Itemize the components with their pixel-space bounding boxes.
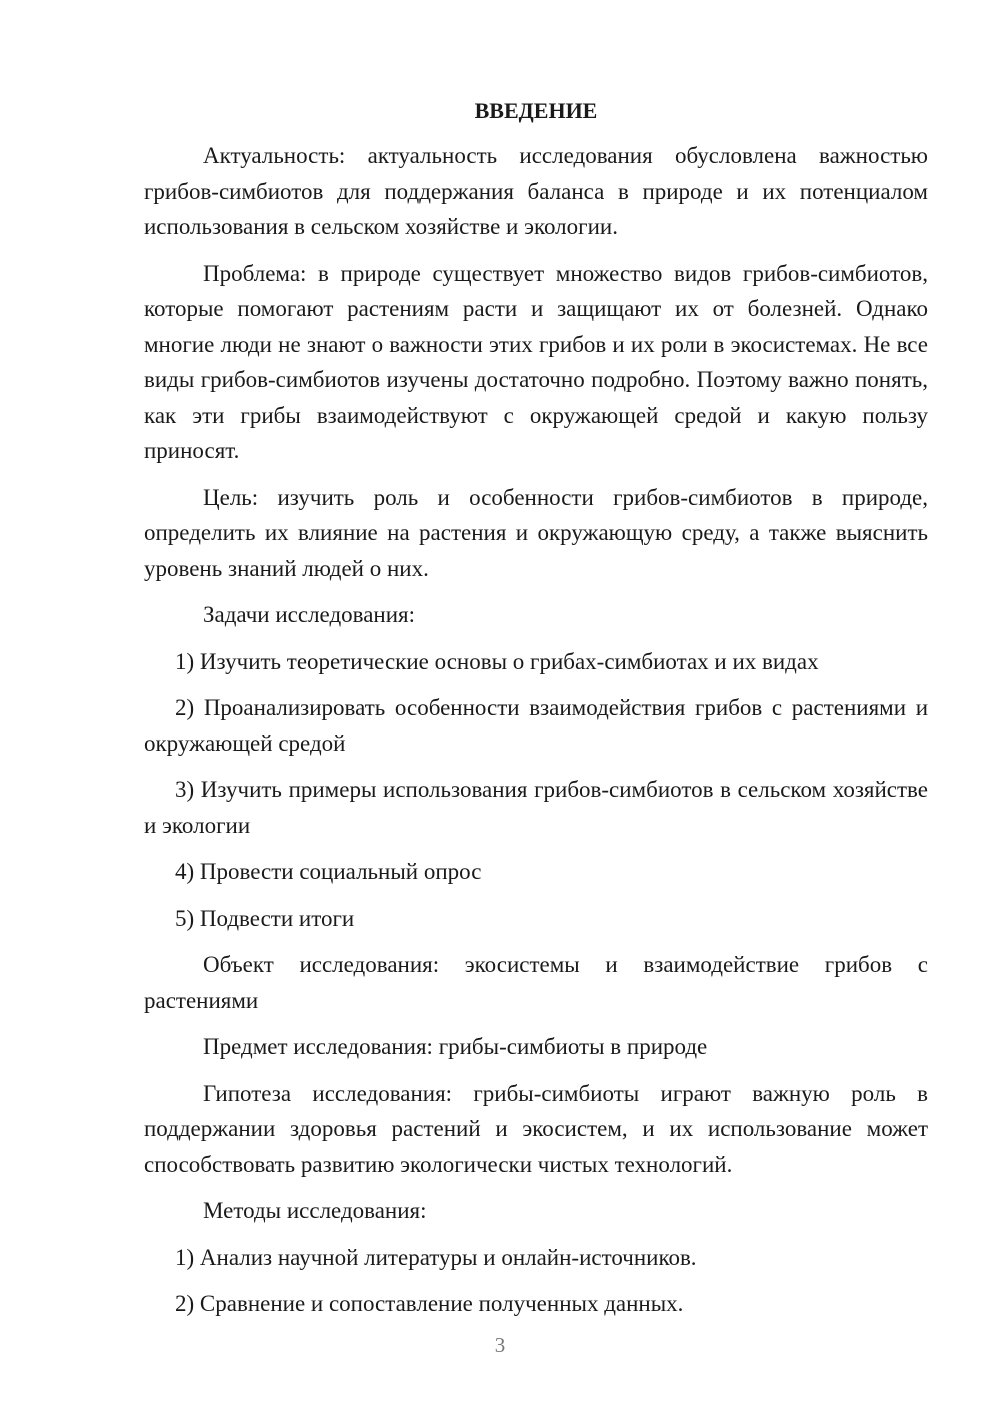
goal-paragraph: Цель: изучить роль и особенности грибов-симбиотов в природе, определить их влияние на растения и окружающую среду, а также выяснить уровень знаний людей о них. [144, 484, 928, 581]
hypothesis-paragraph: Гипотеза исследования: грибы-симбиоты играют важную роль в поддержании здоровья растений и экосистем, и их использование может способствовать развитию экологически чистых технологий. [144, 1080, 928, 1177]
task-item: 1) Изучить теоретические основы о грибах-симбиотах и их видах [175, 648, 819, 674]
tasks-title: Задачи исследования: [203, 602, 416, 627]
object-paragraph: Объект исследования: экосистемы и взаимодействие грибов с растениями [144, 952, 928, 1013]
problem-paragraph: Проблема: в природе существует множество видов грибов-симбиотов, которые помогают растениям расти и защищают их от болезней. Однако многие люди не знают о важности этих грибов и их роли в экосистемах. Не все виды грибов-симбиотов изучены достаточно подробно. Поэтому важно понять, как эти грибы взаимодействуют с окружающей средой и какую пользу приносят. [144, 260, 928, 463]
task-item: 4) Провести социальный опрос [175, 859, 482, 884]
page-title: ВВЕДЕНИЕ [474, 98, 598, 123]
subject-paragraph: Предмет исследования: грибы-симбиоты в природе [203, 1034, 708, 1059]
task-item: 5) Подвести итоги [175, 905, 355, 931]
method-item: 1) Анализ научной литературы и онлайн-источников. [175, 1244, 697, 1270]
method-item: 2) Сравнение и сопоставление полученных данных. [175, 1291, 684, 1316]
task-item: 2) Проанализировать особенности взаимодействия грибов с растениями и окружающей средой [144, 695, 928, 756]
methods-title: Методы исследования: [203, 1198, 427, 1223]
relevance-paragraph: Актуальность: актуальность исследования обусловлена важностью грибов-симбиотов для поддержания баланса в природе и их потенциалом использования в сельском хозяйстве и экологии. [144, 143, 928, 239]
page-number: 3 [494, 1333, 506, 1357]
document-page [144, 96, 928, 1333]
task-item: 3) Изучить примеры использования грибов-симбиотов в сельском хозяйстве и экологии [144, 777, 928, 838]
